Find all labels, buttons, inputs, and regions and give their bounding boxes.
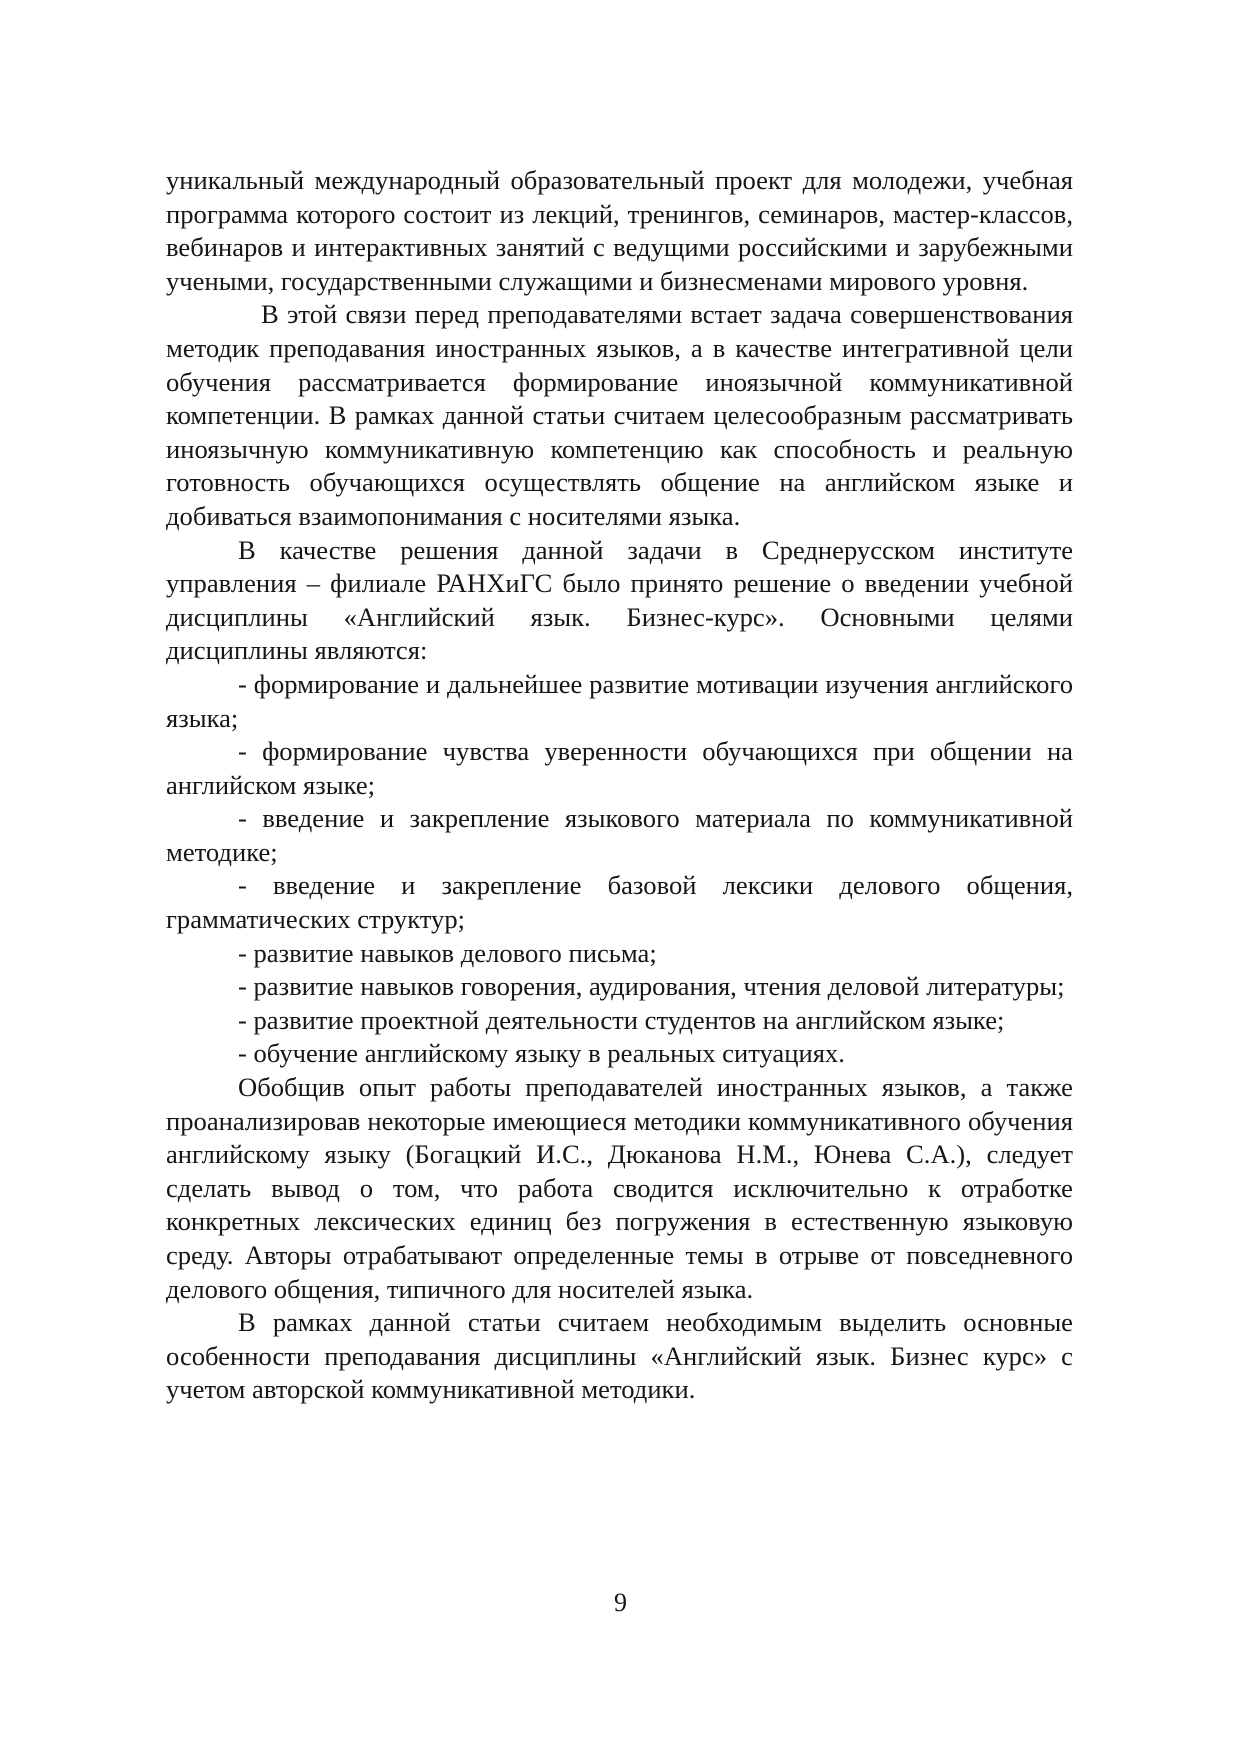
goals-list [166, 668, 1073, 1071]
document-body [166, 164, 1073, 1407]
goal-item: - развитие навыков говорения, аудирования, чтения деловой литературы; [238, 971, 1065, 1002]
page-number: 9 [614, 1588, 627, 1617]
goal-item: - введение и закрепление базовой лексики делового общения, грамматических структур; [166, 870, 1073, 935]
goal-item: - развитие проектной деятельности студентов на английском языке; [238, 1004, 1005, 1035]
paragraph-article-aim: В рамках данной статьи считаем необходимым выделить основные особенности преподавания дисциплины «Английский язык. Бизнес курс» с учетом авторской коммуникативной методики. [166, 1307, 1073, 1405]
goal-item: - обучение английскому языку в реальных ситуациях. [238, 1038, 845, 1069]
paragraph-continuation: уникальный международный образовательный проект для молодежи, учебная программа которого состоит из лекций, тренингов, семинаров, мастер-классов, вебинаров и интерактивных занятий с ведущими российскими и зарубежными учеными, государственными служащими и бизнесменами мирового уровня. [166, 165, 1073, 296]
paragraph-task: В этой связи перед преподавателями встает задача совершенствования методик преподавания иностранных языков, а в качестве интегративной цели обучения рассматривается формирование иноязычной коммуникативной компетенции. В рамках данной статьи считаем целесообразным рассматривать иноязычную коммуникативную компетенцию как способность и реальную готовность обучающихся осуществлять общение на английском языке и добиваться взаимопонимания с носителями языка. [166, 299, 1073, 531]
goal-item: - формирование и дальнейшее развитие мотивации изучения английского языка; [166, 668, 1073, 733]
paragraph-decision: В качестве решения данной задачи в Среднерусском институте управления – филиале РАНХиГС было принято решение о введении учебной дисциплины «Английский язык. Бизнес-курс». Основными целями дисциплины являются: [166, 534, 1073, 666]
goal-item: - введение и закрепление языкового материала по коммуникативной методике; [166, 803, 1073, 867]
goal-item: - развитие навыков делового письма; [238, 937, 657, 968]
goal-item: - формирование чувства уверенности обучающихся при общении на английском языке; [166, 736, 1073, 800]
paragraph-summary: Обобщив опыт работы преподавателей иностранных языков, а также проанализировав некоторые имеющиеся методики коммуникативного обучения английскому языку (Богацкий И.С., Дюканова Н.М., Юнева С.А.), следует сделать вывод о том, что работа сводится исключительно к отработке конкретных лексических единиц без погружения в естественную языковую среду. Авторы отрабатывают определенные темы в отрыве от повседневного делового общения, типичного для носителей языка. [166, 1072, 1073, 1304]
